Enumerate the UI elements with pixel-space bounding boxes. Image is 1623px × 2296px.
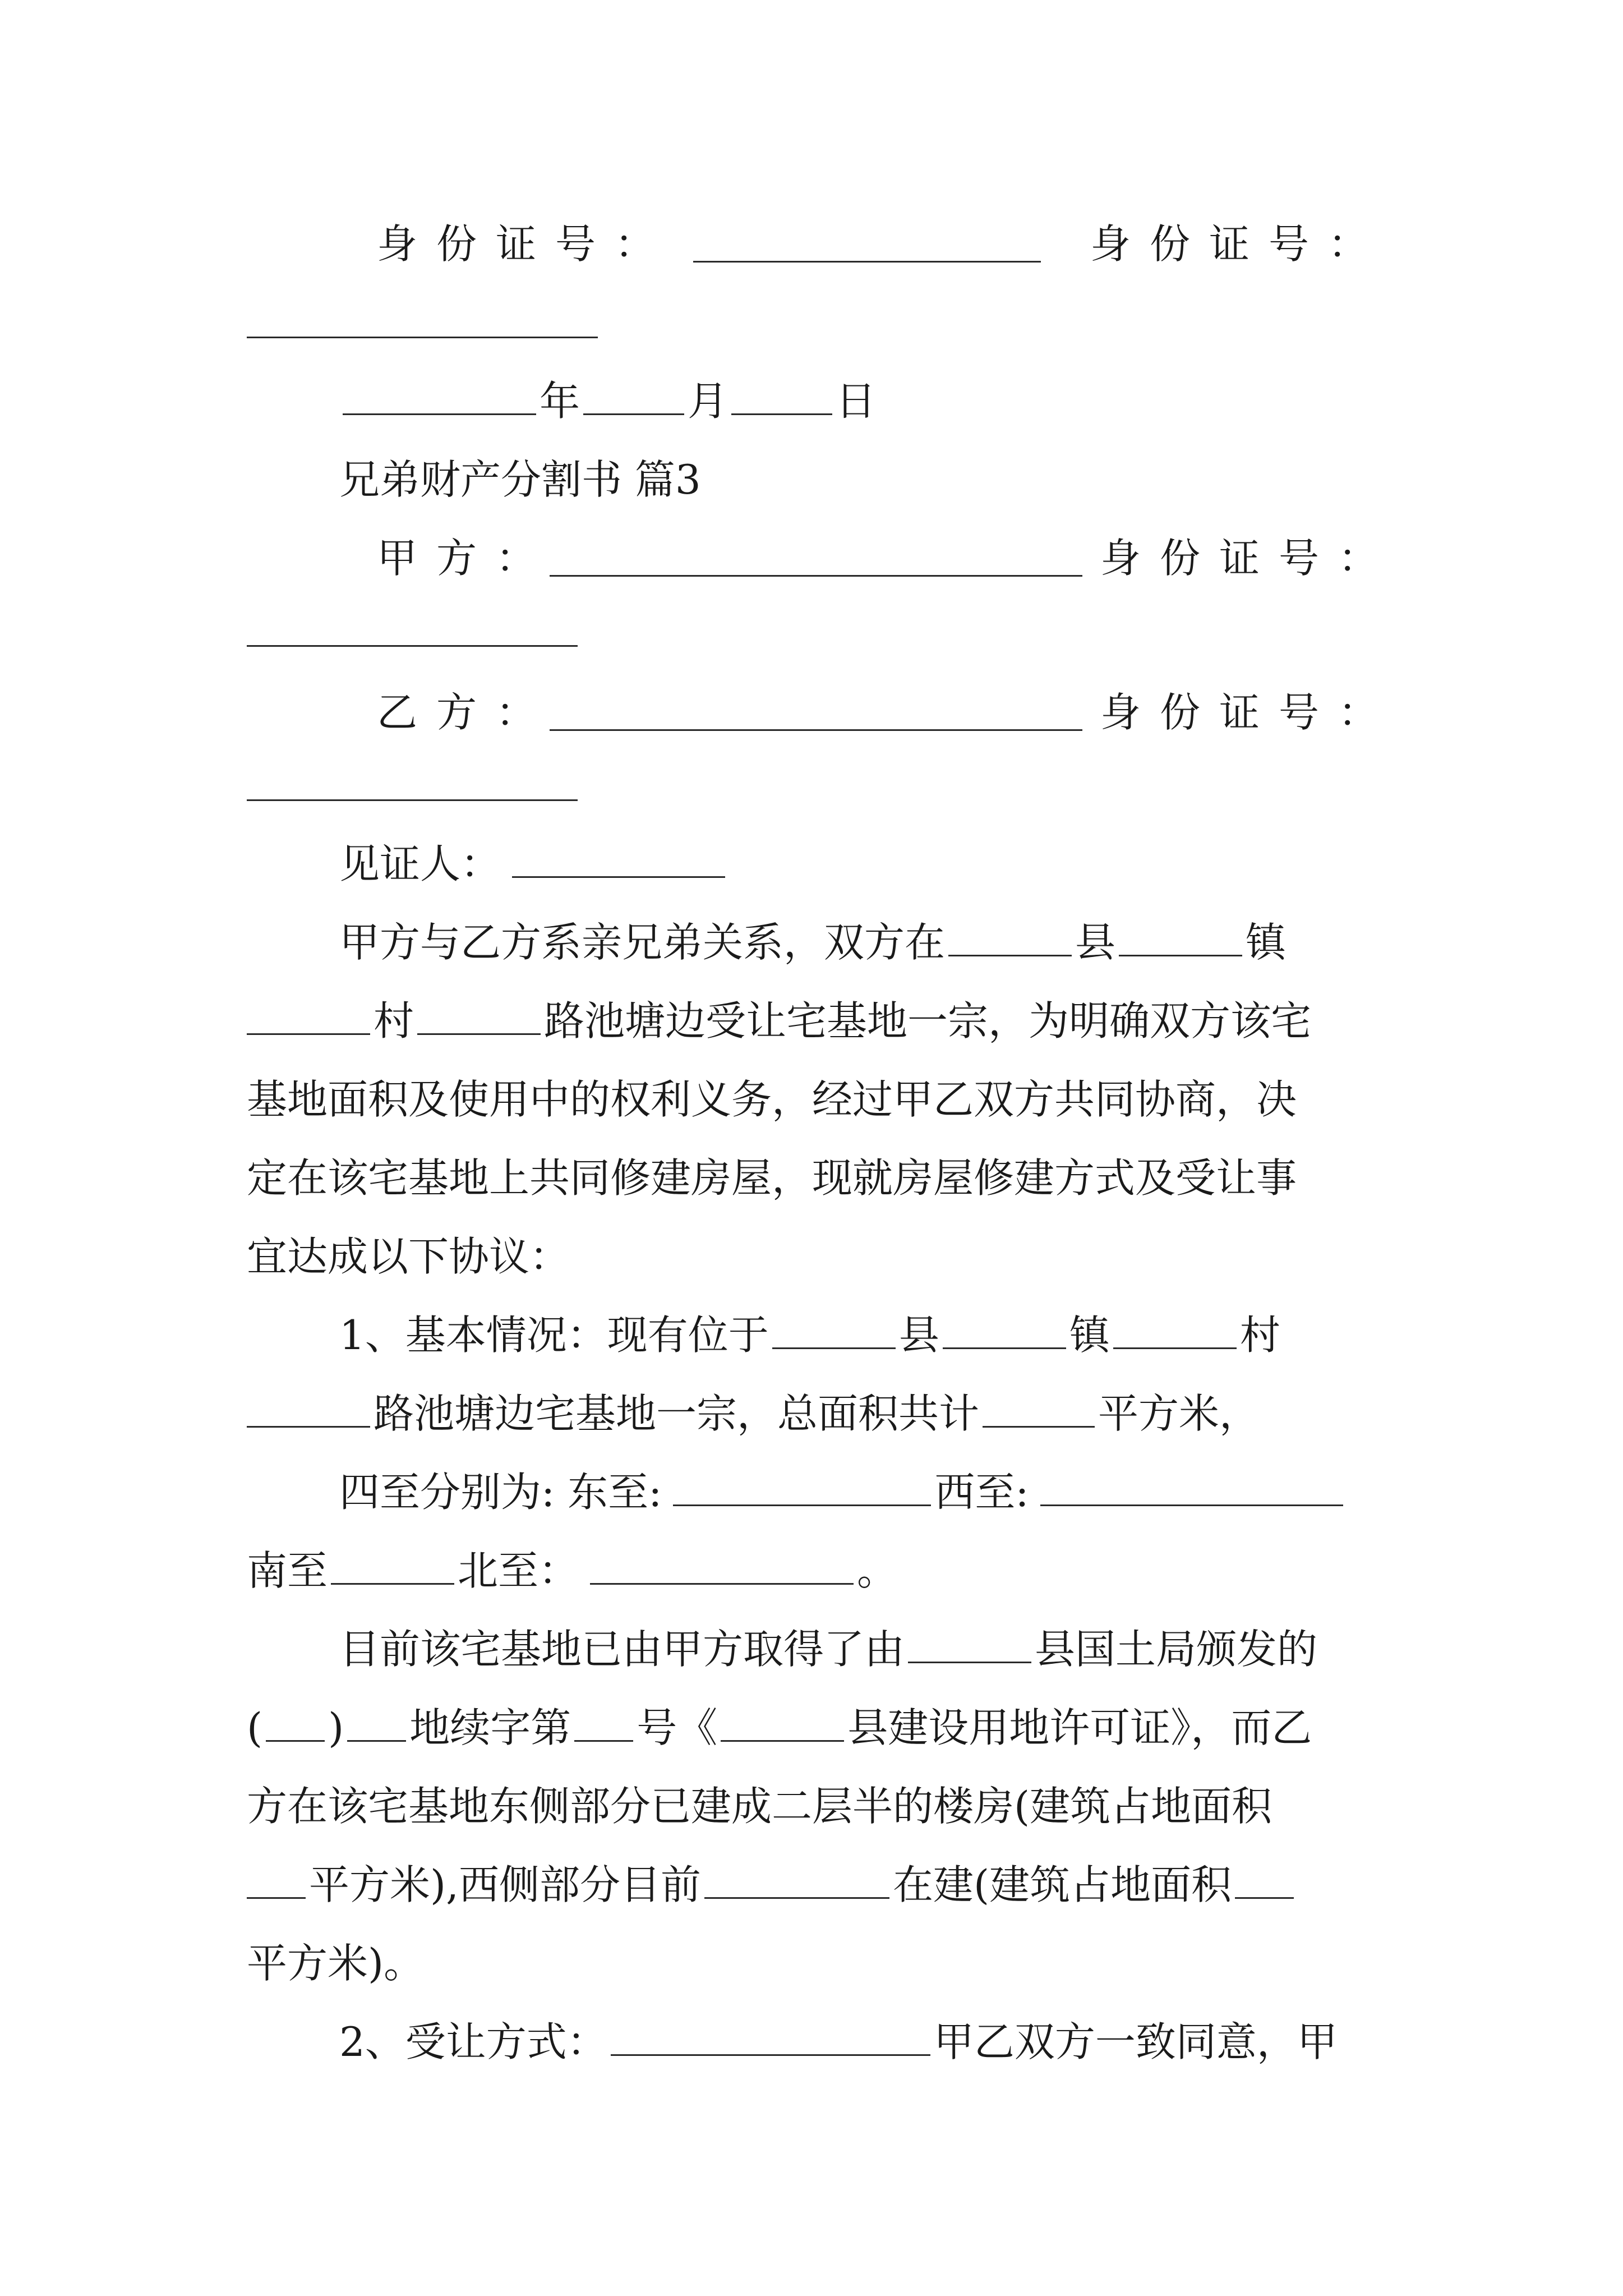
para4-line1: 目前该宅基地已由甲方取得了由 县国土局颁发的 xyxy=(339,1626,1318,1673)
para4-line2: ( ) 地续字第 号《 县建设用地许可证》，而乙 xyxy=(247,1704,1312,1751)
date-line xyxy=(339,373,876,429)
id-line-b xyxy=(1090,216,1387,272)
date-year: 年 xyxy=(540,378,580,425)
date-month: 月 xyxy=(688,378,728,425)
date-day: 日 xyxy=(836,378,877,425)
para1-line4: 定在该宅基地上共同修建房屋，现就房屋修建方式及受让事 xyxy=(247,1154,1297,1202)
party-a-blank xyxy=(550,575,1082,577)
party-a-id-blank xyxy=(247,645,578,647)
party-b-id-label: 身份证号： xyxy=(1100,689,1398,736)
para2-line2: 路池塘边宅基地一宗，总面积共计 平方米， xyxy=(247,1386,1260,1442)
para3-line2: 南至 北至： 。 xyxy=(247,1547,898,1594)
party-a-id-label: 身份证号： xyxy=(1100,535,1398,582)
para4-line3: 方在该宅基地东侧部分已建成二层半的楼房(建筑占地面积 xyxy=(247,1783,1272,1830)
party-a-label: 甲方： xyxy=(377,535,556,582)
id-blank-a xyxy=(693,261,1041,263)
para1-line5: 宜达成以下协议： xyxy=(247,1233,570,1280)
para1-line3: 基地面积及使用中的权利义务，经过甲乙双方共同协商，决 xyxy=(247,1076,1297,1123)
para5-line1: 2、受让方式： 甲乙双方一致同意，甲 xyxy=(339,2018,1338,2065)
para4-line4: 平方米),西侧部分目前 在建(建筑占地面积 xyxy=(247,1857,1297,1913)
para1-line1: 甲方与乙方系亲兄弟关系，双方在 县 镇 xyxy=(339,919,1287,966)
para4-line5: 平方米)。 xyxy=(247,1940,425,1987)
witness-line xyxy=(339,836,728,892)
page-title: 兄弟财产分割书 篇3 xyxy=(339,456,701,503)
party-b-id-blank xyxy=(247,799,578,801)
party-b-label: 乙方： xyxy=(377,689,556,736)
para3-line1: 四至分别为: 东至: 西至: xyxy=(339,1464,1347,1520)
para1-line2: 村 路池塘边受让宅基地一宗，为明确双方该宅 xyxy=(247,993,1311,1049)
id-label-b: 身份证号： xyxy=(1090,220,1388,268)
para2-line1: 1、基本情况：现有位于 县 镇 村 xyxy=(339,1312,1280,1359)
id-blank-b xyxy=(247,337,598,338)
witness-label: 见证人： xyxy=(339,840,501,887)
id-line xyxy=(377,216,674,272)
id-label-a: 身份证号： xyxy=(377,220,675,268)
party-b-blank xyxy=(550,729,1082,731)
